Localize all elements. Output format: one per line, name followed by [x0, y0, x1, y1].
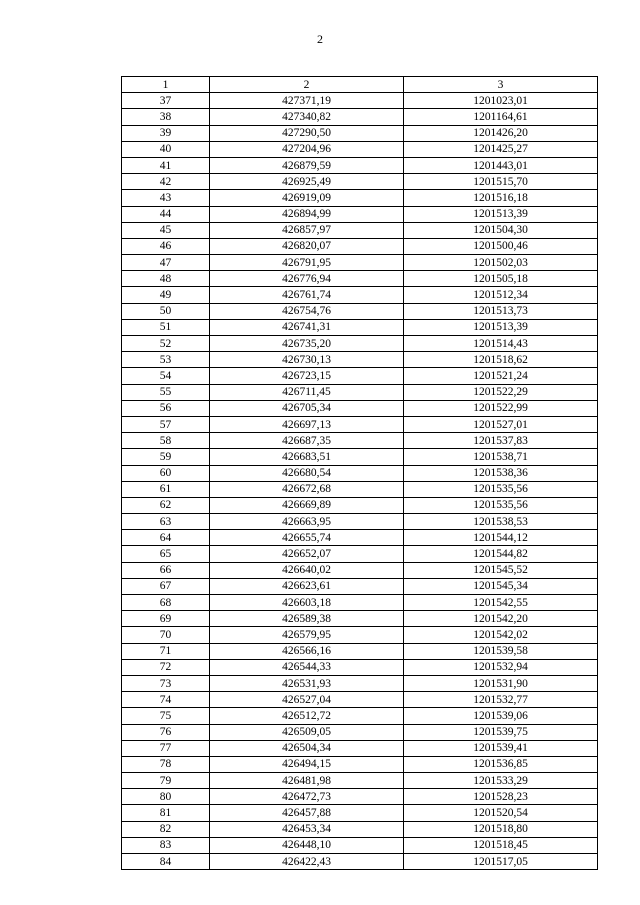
table-row	[122, 595, 598, 611]
table-row	[122, 303, 598, 319]
cell-y-coordinate: 1201500,46	[404, 238, 598, 254]
cell-x-coordinate: 426663,95	[210, 514, 404, 530]
table-row	[122, 675, 598, 691]
table-row	[122, 659, 598, 675]
cell-y-coordinate: 1201516,18	[404, 190, 598, 206]
cell-x-coordinate: 426735,20	[210, 336, 404, 352]
table-header-row	[122, 77, 598, 93]
cell-point-number: 72	[122, 659, 210, 675]
cell-x-coordinate: 426655,74	[210, 530, 404, 546]
cell-x-coordinate: 426472,73	[210, 789, 404, 805]
column-header-number: 1	[122, 77, 210, 93]
cell-x-coordinate: 426457,88	[210, 805, 404, 821]
cell-point-number: 82	[122, 821, 210, 837]
table-row	[122, 821, 598, 837]
cell-x-coordinate: 426589,38	[210, 611, 404, 627]
cell-y-coordinate: 1201542,55	[404, 595, 598, 611]
table-row	[122, 854, 598, 870]
cell-x-coordinate: 426566,16	[210, 643, 404, 659]
cell-x-coordinate: 426422,43	[210, 854, 404, 870]
cell-x-coordinate: 426723,15	[210, 368, 404, 384]
cell-y-coordinate: 1201538,71	[404, 449, 598, 465]
table-row	[122, 125, 598, 141]
cell-point-number: 41	[122, 157, 210, 173]
cell-point-number: 58	[122, 433, 210, 449]
cell-point-number: 62	[122, 497, 210, 513]
cell-x-coordinate: 426481,98	[210, 773, 404, 789]
cell-y-coordinate: 1201505,18	[404, 271, 598, 287]
cell-y-coordinate: 1201521,24	[404, 368, 598, 384]
cell-point-number: 47	[122, 255, 210, 271]
cell-point-number: 60	[122, 465, 210, 481]
cell-y-coordinate: 1201528,23	[404, 789, 598, 805]
table-row	[122, 627, 598, 643]
cell-x-coordinate: 426820,07	[210, 238, 404, 254]
table-row	[122, 352, 598, 368]
column-header-y: 3	[404, 77, 598, 93]
table-row	[122, 400, 598, 416]
cell-point-number: 52	[122, 336, 210, 352]
cell-point-number: 66	[122, 562, 210, 578]
cell-y-coordinate: 1201532,94	[404, 659, 598, 675]
cell-x-coordinate: 426652,07	[210, 546, 404, 562]
cell-x-coordinate: 426509,05	[210, 724, 404, 740]
table-row	[122, 368, 598, 384]
table-row	[122, 449, 598, 465]
table-row	[122, 93, 598, 109]
cell-y-coordinate: 1201539,41	[404, 740, 598, 756]
cell-y-coordinate: 1201539,58	[404, 643, 598, 659]
cell-point-number: 39	[122, 125, 210, 141]
cell-point-number: 76	[122, 724, 210, 740]
cell-x-coordinate: 426687,35	[210, 433, 404, 449]
cell-x-coordinate: 426512,72	[210, 708, 404, 724]
cell-x-coordinate: 427290,50	[210, 125, 404, 141]
cell-x-coordinate: 427204,96	[210, 141, 404, 157]
cell-point-number: 70	[122, 627, 210, 643]
column-header-x: 2	[210, 77, 404, 93]
cell-y-coordinate: 1201536,85	[404, 756, 598, 772]
cell-x-coordinate: 426579,95	[210, 627, 404, 643]
table-row	[122, 336, 598, 352]
cell-x-coordinate: 426711,45	[210, 384, 404, 400]
cell-point-number: 54	[122, 368, 210, 384]
cell-y-coordinate: 1201535,56	[404, 497, 598, 513]
table-row	[122, 546, 598, 562]
cell-x-coordinate: 426453,34	[210, 821, 404, 837]
table-body	[122, 93, 598, 870]
cell-point-number: 74	[122, 692, 210, 708]
cell-point-number: 63	[122, 514, 210, 530]
cell-x-coordinate: 426791,95	[210, 255, 404, 271]
cell-y-coordinate: 1201539,75	[404, 724, 598, 740]
cell-y-coordinate: 1201513,39	[404, 206, 598, 222]
cell-y-coordinate: 1201533,29	[404, 773, 598, 789]
table-row	[122, 174, 598, 190]
cell-x-coordinate: 426640,02	[210, 562, 404, 578]
cell-point-number: 73	[122, 675, 210, 691]
cell-x-coordinate: 426494,15	[210, 756, 404, 772]
table-row	[122, 514, 598, 530]
cell-x-coordinate: 426669,89	[210, 497, 404, 513]
cell-x-coordinate: 426919,09	[210, 190, 404, 206]
table-row	[122, 692, 598, 708]
cell-y-coordinate: 1201522,99	[404, 400, 598, 416]
cell-point-number: 57	[122, 416, 210, 432]
cell-y-coordinate: 1201542,20	[404, 611, 598, 627]
cell-point-number: 78	[122, 756, 210, 772]
table-row	[122, 255, 598, 271]
cell-y-coordinate: 1201512,34	[404, 287, 598, 303]
table-row	[122, 319, 598, 335]
cell-y-coordinate: 1201545,34	[404, 578, 598, 594]
table-row	[122, 578, 598, 594]
cell-point-number: 53	[122, 352, 210, 368]
cell-y-coordinate: 1201443,01	[404, 157, 598, 173]
cell-y-coordinate: 1201539,06	[404, 708, 598, 724]
cell-y-coordinate: 1201538,53	[404, 514, 598, 530]
cell-point-number: 81	[122, 805, 210, 821]
cell-y-coordinate: 1201513,73	[404, 303, 598, 319]
cell-x-coordinate: 426683,51	[210, 449, 404, 465]
table-row	[122, 611, 598, 627]
coordinates-table	[121, 76, 598, 870]
cell-point-number: 65	[122, 546, 210, 562]
cell-point-number: 56	[122, 400, 210, 416]
cell-x-coordinate: 426672,68	[210, 481, 404, 497]
table-row	[122, 287, 598, 303]
cell-x-coordinate: 426879,59	[210, 157, 404, 173]
cell-point-number: 46	[122, 238, 210, 254]
cell-x-coordinate: 426603,18	[210, 595, 404, 611]
cell-x-coordinate: 426680,54	[210, 465, 404, 481]
cell-y-coordinate: 1201522,29	[404, 384, 598, 400]
cell-point-number: 55	[122, 384, 210, 400]
cell-point-number: 42	[122, 174, 210, 190]
cell-x-coordinate: 426623,61	[210, 578, 404, 594]
table-row	[122, 837, 598, 853]
cell-x-coordinate: 426754,76	[210, 303, 404, 319]
cell-point-number: 84	[122, 854, 210, 870]
cell-point-number: 77	[122, 740, 210, 756]
table-row	[122, 497, 598, 513]
cell-y-coordinate: 1201514,43	[404, 336, 598, 352]
cell-y-coordinate: 1201520,54	[404, 805, 598, 821]
table-row	[122, 157, 598, 173]
cell-x-coordinate: 426730,13	[210, 352, 404, 368]
cell-y-coordinate: 1201164,61	[404, 109, 598, 125]
cell-y-coordinate: 1201518,80	[404, 821, 598, 837]
table-row	[122, 481, 598, 497]
cell-y-coordinate: 1201531,90	[404, 675, 598, 691]
cell-x-coordinate: 427371,19	[210, 93, 404, 109]
cell-y-coordinate: 1201537,83	[404, 433, 598, 449]
cell-y-coordinate: 1201502,03	[404, 255, 598, 271]
cell-point-number: 68	[122, 595, 210, 611]
cell-x-coordinate: 427340,82	[210, 109, 404, 125]
table-row	[122, 724, 598, 740]
table-row	[122, 708, 598, 724]
cell-y-coordinate: 1201544,12	[404, 530, 598, 546]
cell-y-coordinate: 1201527,01	[404, 416, 598, 432]
cell-point-number: 44	[122, 206, 210, 222]
cell-point-number: 75	[122, 708, 210, 724]
cell-point-number: 37	[122, 93, 210, 109]
cell-point-number: 40	[122, 141, 210, 157]
table-row	[122, 805, 598, 821]
cell-y-coordinate: 1201517,05	[404, 854, 598, 870]
table-row	[122, 384, 598, 400]
cell-x-coordinate: 426531,93	[210, 675, 404, 691]
table-row	[122, 416, 598, 432]
table-row	[122, 141, 598, 157]
table-row	[122, 206, 598, 222]
cell-point-number: 48	[122, 271, 210, 287]
cell-y-coordinate: 1201023,01	[404, 93, 598, 109]
cell-y-coordinate: 1201425,27	[404, 141, 598, 157]
cell-y-coordinate: 1201513,39	[404, 319, 598, 335]
table-row	[122, 789, 598, 805]
cell-x-coordinate: 426925,49	[210, 174, 404, 190]
cell-y-coordinate: 1201504,30	[404, 222, 598, 238]
cell-point-number: 83	[122, 837, 210, 853]
cell-x-coordinate: 426697,13	[210, 416, 404, 432]
cell-x-coordinate: 426741,31	[210, 319, 404, 335]
cell-point-number: 59	[122, 449, 210, 465]
cell-y-coordinate: 1201518,62	[404, 352, 598, 368]
cell-y-coordinate: 1201544,82	[404, 546, 598, 562]
cell-x-coordinate: 426544,33	[210, 659, 404, 675]
cell-x-coordinate: 426857,97	[210, 222, 404, 238]
table-row	[122, 190, 598, 206]
cell-x-coordinate: 426776,94	[210, 271, 404, 287]
cell-point-number: 51	[122, 319, 210, 335]
cell-x-coordinate: 426761,74	[210, 287, 404, 303]
table-row	[122, 238, 598, 254]
table-row	[122, 530, 598, 546]
table-row	[122, 756, 598, 772]
cell-x-coordinate: 426894,99	[210, 206, 404, 222]
table-row	[122, 562, 598, 578]
cell-point-number: 61	[122, 481, 210, 497]
cell-y-coordinate: 1201545,52	[404, 562, 598, 578]
cell-x-coordinate: 426504,34	[210, 740, 404, 756]
cell-x-coordinate: 426527,04	[210, 692, 404, 708]
table-row	[122, 643, 598, 659]
cell-x-coordinate: 426448,10	[210, 837, 404, 853]
table-row	[122, 271, 598, 287]
cell-point-number: 69	[122, 611, 210, 627]
cell-y-coordinate: 1201538,36	[404, 465, 598, 481]
cell-y-coordinate: 1201426,20	[404, 125, 598, 141]
page-number: 2	[317, 32, 323, 46]
cell-y-coordinate: 1201518,45	[404, 837, 598, 853]
cell-point-number: 79	[122, 773, 210, 789]
cell-point-number: 38	[122, 109, 210, 125]
cell-y-coordinate: 1201542,02	[404, 627, 598, 643]
cell-point-number: 45	[122, 222, 210, 238]
cell-point-number: 80	[122, 789, 210, 805]
cell-y-coordinate: 1201515,70	[404, 174, 598, 190]
table-row	[122, 773, 598, 789]
cell-point-number: 43	[122, 190, 210, 206]
cell-point-number: 71	[122, 643, 210, 659]
cell-point-number: 49	[122, 287, 210, 303]
cell-y-coordinate: 1201535,56	[404, 481, 598, 497]
table-row	[122, 433, 598, 449]
cell-point-number: 67	[122, 578, 210, 594]
table-row	[122, 465, 598, 481]
cell-point-number: 50	[122, 303, 210, 319]
cell-x-coordinate: 426705,34	[210, 400, 404, 416]
cell-point-number: 64	[122, 530, 210, 546]
table-row	[122, 222, 598, 238]
table-row	[122, 740, 598, 756]
table-row	[122, 109, 598, 125]
cell-y-coordinate: 1201532,77	[404, 692, 598, 708]
